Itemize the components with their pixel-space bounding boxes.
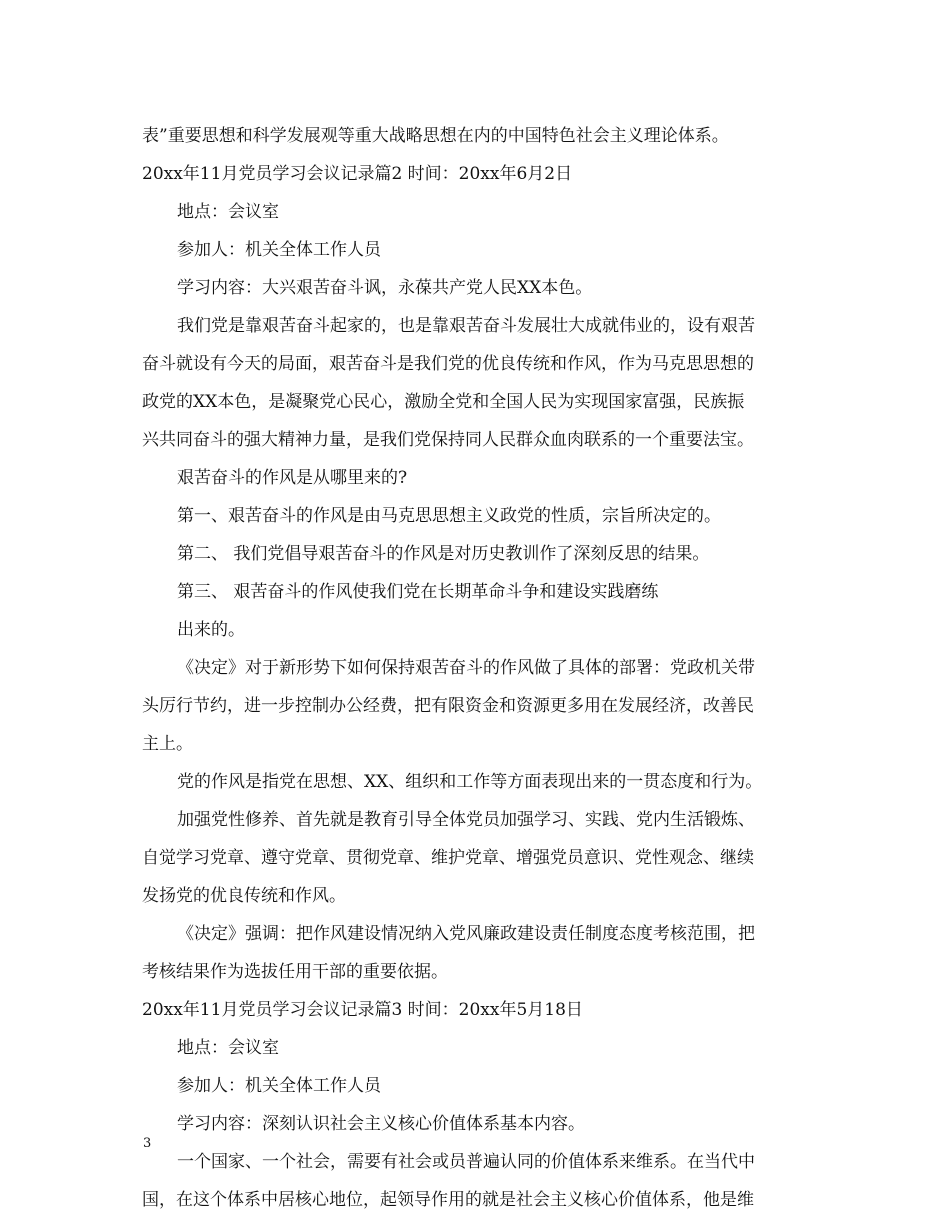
text-line: 20xx年11月党员学习会议记录篇2 时间：20xx年6月2日 xyxy=(142,164,573,184)
text-line: 第二、 我们党倡导艰苦奋斗的作风是对历史教训作了深刻反思的结果。 xyxy=(177,544,710,564)
text-line: 参加人：机关全体工作人员 xyxy=(177,240,381,260)
text-line: 兴共同奋斗的强大精神力量，是我们党保持同人民群众血肉联系的一个重要法宝。 xyxy=(142,430,754,450)
page-number: 3 xyxy=(143,1136,152,1151)
text-line: 政党的XX本色，是凝聚党心民心，激励全党和全国人民为实现国家富强，民族振 xyxy=(142,392,745,412)
text-line: 加强党性修养、首先就是教育引导全体党员加强学习、实践、党内生活锻炼、 xyxy=(177,810,755,830)
text-line: 考核结果作为选拔任用干部的重要依据。 xyxy=(142,962,448,982)
document-body xyxy=(142,117,812,1219)
text-line: 头厉行节约，进一步控制办公经费，把有限资金和资源更多用在发展经济，改善民 xyxy=(142,696,754,716)
text-line: 《决定》强调：把作风建设情况纳入党风廉政建设责任制度态度考核范围，把 xyxy=(177,924,755,944)
text-line: 学习内容：大兴艰苦奋斗讽，永葆共产党人民XX本色。 xyxy=(177,278,593,298)
text-line: 发扬党的优良传统和作风。 xyxy=(142,886,346,906)
text-line: 我们党是靠艰苦奋斗起家的，也是靠艰苦奋斗发展壮大成就伟业的，设有艰苦 xyxy=(177,316,755,336)
text-line: 《决定》对于新形势下如何保持艰苦奋斗的作风做了具体的部署：党政机关带 xyxy=(177,658,755,678)
text-line: 国，在这个体系中居核心地位，起领导作用的就是社会主义核心价值体系，他是维 xyxy=(142,1190,754,1210)
text-line: 学习内容：深刻认识社会主义核心价值体系基本内容。 xyxy=(177,1114,585,1134)
text-line: 地点：会议室 xyxy=(177,1038,279,1058)
text-line: 地点：会议室 xyxy=(177,202,279,222)
text-line: 参加人：机关全体工作人员 xyxy=(177,1076,381,1096)
text-line: 表”重要思想和科学发展观等重大战略思想在内的中国特色社会主义理论体系。 xyxy=(142,126,729,146)
text-line: 第一、艰苦奋斗的作风是由马克思思想主义政党的性质，宗旨所决定的。 xyxy=(177,506,721,526)
text-line: 出来的。 xyxy=(177,620,245,640)
text-line: 自觉学习党章、遵守党章、贯彻党章、维护党章、增强党员意识、党性观念、继续 xyxy=(142,848,754,868)
text-line: 20xx年11月党员学习会议记录篇3 时间：20xx年5月18日 xyxy=(142,1000,583,1020)
text-line: 第三、 艰苦奋斗的作风使我们党在长期革命斗争和建设实践磨练 xyxy=(177,582,659,602)
text-line: 一个国家、一个社会，需要有社会或员普遍认同的价值体系来维系。在当代中 xyxy=(177,1152,755,1172)
text-line: 艰苦奋斗的作风是从哪里来的? xyxy=(177,468,408,488)
text-line: 奋斗就设有今天的局面，艰苦奋斗是我们党的优良传统和作风，作为马克思思想的 xyxy=(142,354,754,374)
text-line: 主上。 xyxy=(142,734,193,754)
text-line: 党的作风是指党在思想、XX、组织和工作等方面表现出来的一贯态度和行为。 xyxy=(177,772,763,792)
